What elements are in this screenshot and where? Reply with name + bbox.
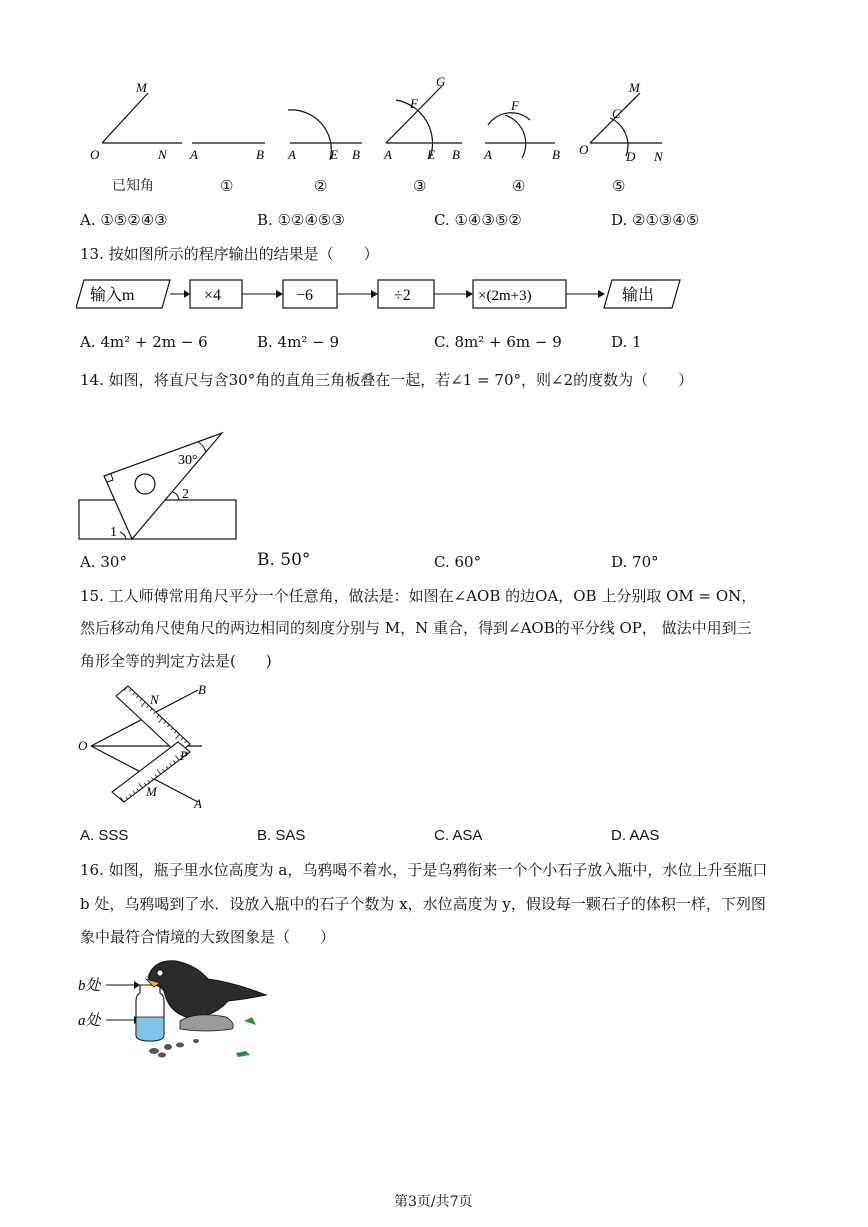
q13-option-b[interactable]: B. 4m² − 9 — [257, 333, 339, 351]
q14-option-d[interactable]: D. 70° — [611, 553, 659, 571]
q14-option-c[interactable]: C. 60° — [434, 553, 482, 571]
flow-step-times: ×(2m+3) — [478, 288, 532, 304]
q15-line3: 角形全等的判定方法是( ) — [80, 652, 272, 670]
label-O: O — [90, 147, 100, 162]
page-footer: 第3页/共7页 — [394, 1194, 473, 1210]
flow-output: 输出 — [622, 287, 655, 304]
svg-text:O: O — [579, 142, 589, 157]
q13-option-a[interactable]: A. 4m² + 2m − 6 — [80, 333, 208, 351]
svg-text:N: N — [654, 149, 663, 164]
label-step1: ① — [220, 177, 234, 195]
label-B: B — [198, 682, 206, 697]
q13-flowchart — [76, 276, 696, 316]
svg-text:B: B — [452, 147, 460, 162]
svg-text:D: D — [626, 149, 636, 164]
q15-option-b[interactable]: B. SAS — [257, 827, 306, 844]
label-O: O — [78, 738, 88, 753]
q14-option-b[interactable]: B. 50° — [257, 550, 311, 570]
q13-option-d[interactable]: D. 1 — [611, 333, 642, 351]
flow-step-div2: ÷2 — [394, 287, 411, 304]
q12-option-b[interactable]: B. ①②④⑤③ — [257, 211, 345, 229]
step2-figure — [288, 110, 362, 160]
q14-figure — [78, 428, 258, 544]
q15-option-a[interactable]: A. SSS — [80, 827, 129, 844]
svg-text:A: A — [190, 147, 198, 162]
svg-text:A: A — [484, 147, 492, 162]
svg-text:C: C — [612, 106, 621, 121]
q16-line3: 象中最符合情境的大致图象是（ ） — [80, 928, 336, 946]
label-angle2: 2 — [182, 487, 189, 502]
label-N: N — [150, 692, 159, 707]
q15-option-c[interactable]: C. ASA — [434, 827, 483, 844]
label-step4: ④ — [512, 177, 526, 195]
label-angle1: 1 — [110, 525, 117, 540]
step3-figure — [386, 86, 462, 158]
q15-option-d[interactable]: D. AAS — [611, 827, 660, 844]
svg-text:B: B — [552, 147, 560, 162]
q12-option-a[interactable]: A. ①⑤②④③ — [80, 211, 168, 229]
q15-figure — [76, 680, 226, 812]
svg-text:M: M — [629, 80, 640, 95]
label-N: N — [158, 147, 167, 162]
label-step3: ③ — [413, 177, 427, 195]
label-b-level: b处 — [78, 978, 101, 994]
svg-text:F: F — [410, 96, 418, 111]
q15-line2: 然后移动角尺使角尺的两边相同的刻度分别与 M，N 重合，得到∠AOB的平分线 OP， 做法中用到三 — [80, 619, 752, 637]
q13-option-c[interactable]: C. 8m² + 6m − 9 — [434, 333, 562, 351]
q14-stem: 14. 如图，将直尺与含30°角的直角三角板叠在一起，若∠1 = 70°，则∠2的度数为（ ） — [80, 371, 694, 389]
label-P: P — [180, 748, 188, 763]
q13-stem: 13. 按如图所示的程序输出的结果是（ ） — [80, 245, 379, 263]
label-M: M — [146, 784, 157, 799]
svg-text:A: A — [384, 147, 392, 162]
q16-line2: b 处，乌鸦喝到了水．设放入瓶中的石子个数为 x，水位高度为 y，假设每一颗石子的体积一样，下列图 — [80, 895, 766, 913]
q12-figures — [80, 70, 780, 200]
flow-step-minus6: −6 — [296, 287, 314, 304]
svg-text:B: B — [352, 147, 360, 162]
svg-text:B: B — [256, 147, 264, 162]
q14-option-a[interactable]: A. 30° — [80, 553, 127, 571]
svg-text:G: G — [436, 74, 446, 89]
q12-option-c[interactable]: C. ①④③⑤② — [434, 211, 522, 229]
label-A: A — [194, 796, 202, 811]
step4-figure — [485, 113, 555, 158]
step5-figure — [590, 93, 662, 156]
known-angle-figure — [102, 93, 182, 143]
svg-text:E: E — [330, 147, 338, 162]
label-step2: ② — [314, 177, 328, 195]
label-step5: ⑤ — [612, 177, 626, 195]
svg-text:A: A — [288, 147, 296, 162]
label-M: M — [136, 80, 147, 95]
flow-input: 输入m — [90, 287, 135, 304]
q12-option-d[interactable]: D. ②①③④⑤ — [611, 211, 700, 229]
label-known-angle: 已知角 — [112, 178, 154, 194]
q15-line1: 15. 工人师傅常用角尺平分一个任意角，做法是：如图在∠AOB 的边OA，OB 上分别取 OM = ON， — [80, 587, 757, 605]
flow-step-times4: ×4 — [204, 287, 222, 304]
svg-text:F: F — [511, 98, 519, 113]
label-30deg: 30° — [178, 453, 198, 468]
q16-figure — [76, 955, 276, 1065]
svg-text:E: E — [427, 147, 435, 162]
label-a-level: a处 — [78, 1013, 101, 1029]
q16-line1: 16. 如图，瓶子里水位高度为 a，乌鸦喝不着水，于是乌鸦衔来一个个小石子放入瓶中，水位上升至瓶口 — [80, 861, 768, 879]
